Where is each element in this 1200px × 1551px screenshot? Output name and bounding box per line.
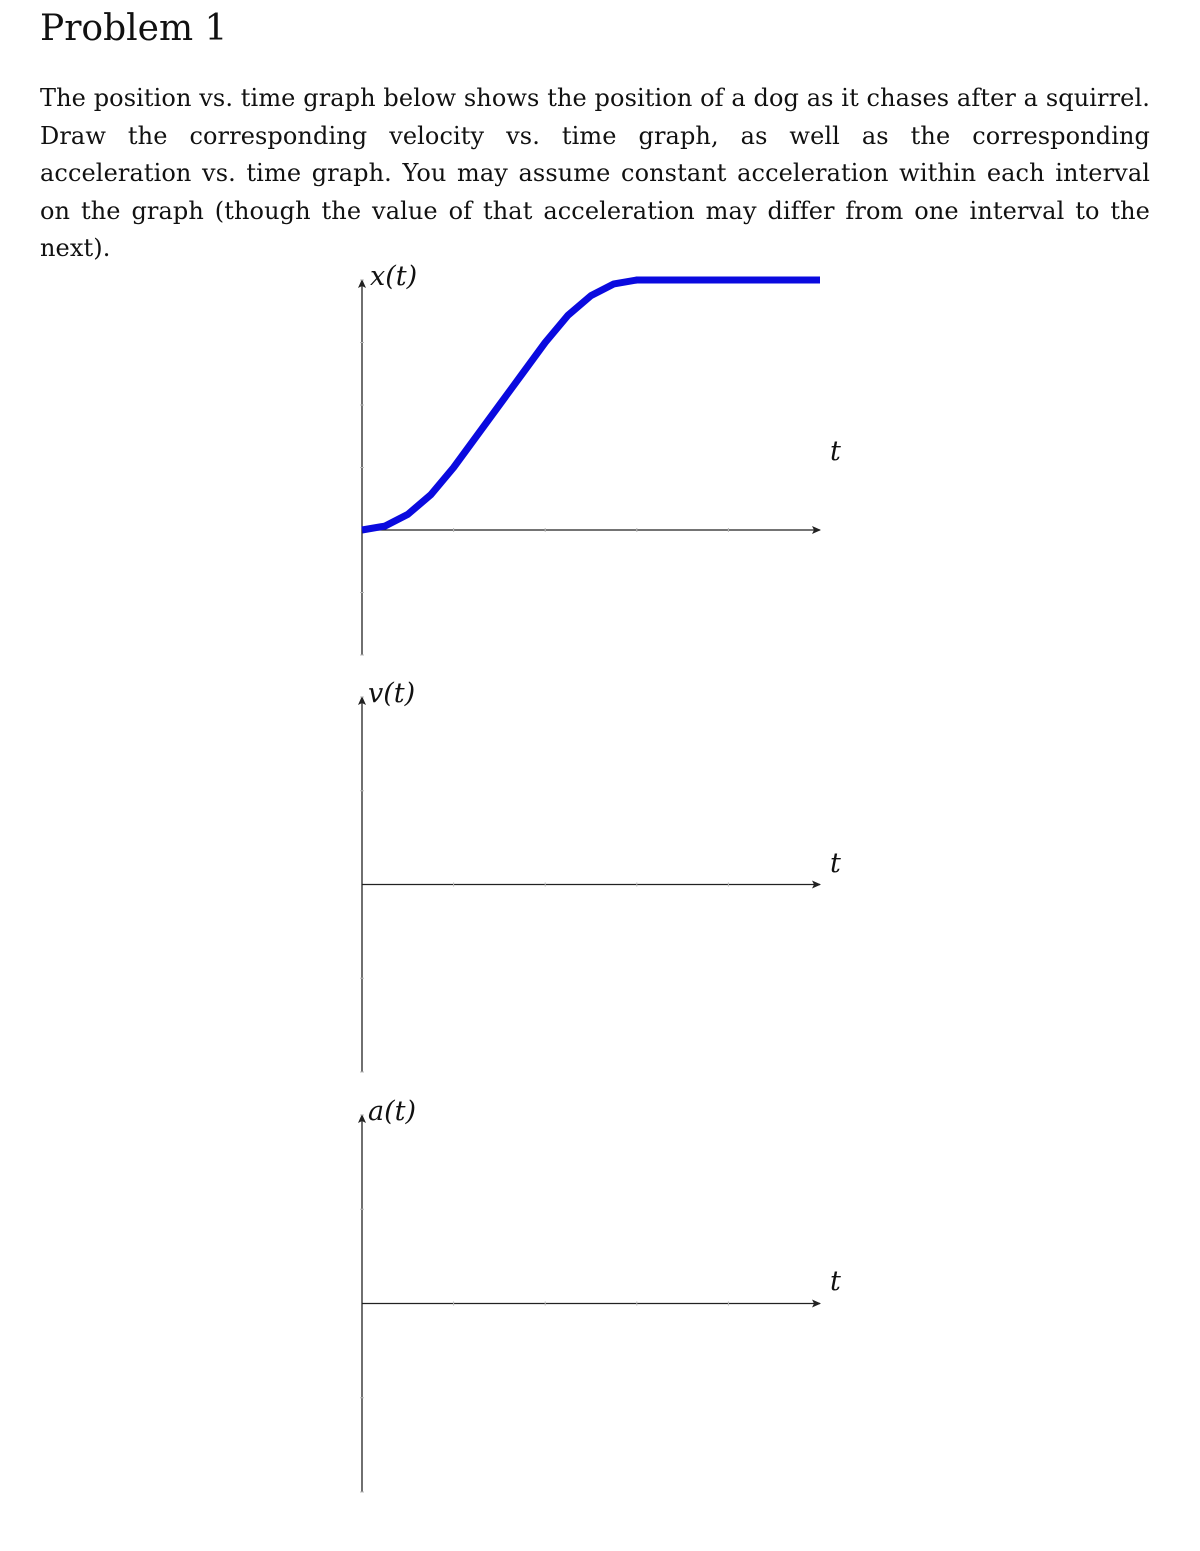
acceleration-x-axis-label: t [830,1266,841,1297]
velocity-y-axis-label: v(t) [368,678,416,709]
position-curve [362,280,820,530]
problem-statement: The position vs. time graph below shows the position of a dog as it chases after a squirrel. Draw the corresponding velocity vs. time graph, as well as the corresponding acceleration vs. time graph. You may assume constant acceleration within each interval on the graph (though the value of that acceleration may differ from one interval to the next). [40,84,1150,262]
acceleration-graph [360,1096,841,1492]
position-axes [360,280,820,655]
position-graph [360,261,841,655]
problem-title: Problem 1 [40,8,228,49]
velocity-axes [360,697,820,1072]
velocity-graph [360,678,841,1072]
position-y-axis-label: x(t) [370,261,418,292]
position-x-axis-label: t [830,436,841,467]
velocity-x-axis-label: t [830,848,841,879]
acceleration-axes [360,1115,820,1492]
acceleration-y-axis-label: a(t) [368,1096,417,1127]
